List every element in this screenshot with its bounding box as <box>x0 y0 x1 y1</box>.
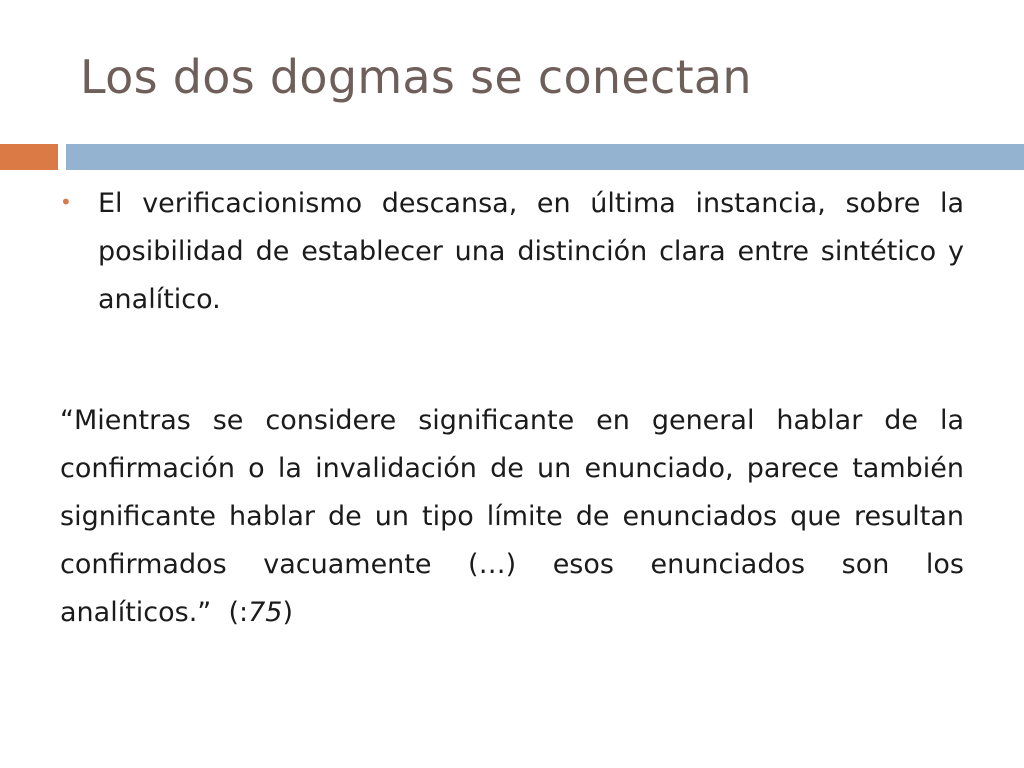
quote-block <box>60 397 964 637</box>
quote-text: “Mientras se considere significante en general hablar de la confirmación o la invalidación de un enunciado, parece también significante hablar de un tipo límite de enunciados que resultan confirmados vacuamente (…) esos enunciados son los analíticos.” <box>60 405 964 628</box>
citation-number: 75 <box>248 597 283 628</box>
slide-title: Los dos dogmas se conectan <box>80 50 752 104</box>
citation-open: (: <box>228 597 249 628</box>
accent-bar-blue <box>66 144 1024 170</box>
bullet-text: El verificacionismo descansa, en última instancia, sobre la posibilidad de establecer una distinción clara entre sintético y analítico. <box>98 188 964 315</box>
citation-close: ) <box>282 597 294 628</box>
bullet-icon: • <box>60 190 72 214</box>
accent-bar-orange <box>0 144 58 170</box>
